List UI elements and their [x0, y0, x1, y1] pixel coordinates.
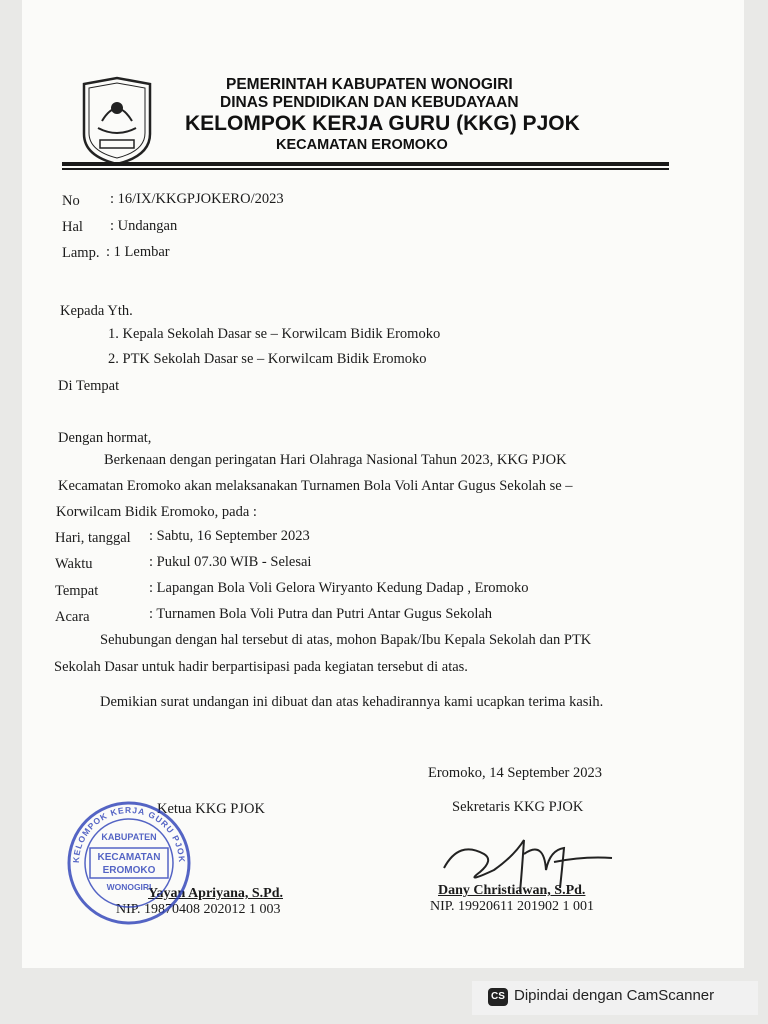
detail-value-date: : Sabtu, 16 September 2023	[149, 528, 310, 544]
header-line-3: KELOMPOK KERJA GURU (KKG) PJOK	[185, 112, 580, 135]
left-signer-title: Ketua KKG PJOK	[157, 801, 265, 817]
paragraph-2-line-1: Sehubungan dengan hal tersebut di atas, mohon Bapak/Ibu Kepala Sekolah dan PTK	[100, 632, 592, 648]
left-signer-name: Yayan Apriyana, S.Pd.	[148, 886, 283, 901]
header-line-2: DINAS PENDIDIKAN DAN KEBUDAYAAN	[220, 94, 519, 111]
detail-label-place: Tempat	[55, 583, 99, 599]
detail-value-place: : Lapangan Bola Voli Gelora Wiryanto Kedung Dadap , Eromoko	[149, 580, 529, 596]
header-line-4: KECAMATAN EROMOKO	[276, 137, 448, 153]
paragraph-1-line-1: Berkenaan dengan peringatan Hari Olahraga Nasional Tahun 2023, KKG PJOK	[104, 452, 567, 468]
lamp-label: Lamp.	[62, 245, 100, 261]
right-signer-title: Sekretaris KKG PJOK	[452, 799, 584, 815]
svg-text:KELOMPOK KERJA GURU PJOK: KELOMPOK KERJA GURU PJOK	[70, 804, 188, 864]
no-label: No	[62, 193, 80, 209]
hal-value: : Undangan	[110, 218, 178, 234]
letterhead-rule-thin	[62, 168, 669, 170]
paragraph-1-line-2: Kecamatan Eromoko akan melaksanakan Turnamen Bola Voli Antar Gugus Sekolah se –	[58, 478, 573, 494]
no-value: : 16/IX/KKGPJOKERO/2023	[110, 191, 284, 207]
svg-text:EROMOKO: EROMOKO	[102, 865, 156, 876]
scanner-watermark-text: Dipindai dengan CamScanner	[514, 987, 715, 1004]
paragraph-2-line-2: Sekolah Dasar untuk hadir berpartisipasi pada kegiatan tersebut di atas.	[54, 659, 468, 675]
detail-label-date: Hari, tanggal	[55, 530, 131, 546]
paragraph-3: Demikian surat undangan ini dibuat dan atas kehadirannya kami ucapkan terima kasih.	[100, 694, 604, 710]
hal-label: Hal	[62, 219, 83, 235]
detail-value-event: : Turnamen Bola Voli Putra dan Putri Antar Gugus Sekolah	[149, 606, 493, 622]
greeting: Dengan hormat,	[58, 430, 152, 446]
right-signer-nip: NIP. 19920611 201902 1 001	[430, 899, 594, 914]
left-signer-nip: NIP. 19870408 202012 1 003	[116, 902, 281, 917]
detail-label-event: Acara	[55, 609, 90, 625]
recipient-to: Kepada Yth.	[60, 303, 133, 319]
detail-label-time: Waktu	[55, 556, 93, 572]
recipient-item-2: 2. PTK Sekolah Dasar se – Korwilcam Bidik Eromoko	[108, 351, 427, 367]
letterhead-rule-thick	[62, 162, 669, 166]
recipient-place: Di Tempat	[58, 378, 120, 394]
right-signer-name: Dany Christiawan, S.Pd.	[438, 883, 586, 898]
header-line-1: PEMERINTAH KABUPATEN WONOGIRI	[226, 76, 513, 93]
svg-text:WONOGIRI: WONOGIRI	[106, 882, 152, 892]
paragraph-1-line-3: Korwilcam Bidik Eromoko, pada :	[56, 504, 257, 520]
recipient-item-1: 1. Kepala Sekolah Dasar se – Korwilcam Bidik Eromoko	[108, 326, 441, 342]
wonogiri-emblem-icon	[80, 76, 154, 166]
signature-date: Eromoko, 14 September 2023	[428, 765, 602, 781]
official-stamp	[64, 798, 194, 928]
lamp-value: : 1 Lembar	[106, 244, 170, 260]
camscanner-icon: CS	[488, 988, 508, 1006]
svg-text:KABUPATEN: KABUPATEN	[101, 832, 157, 842]
svg-text:KECAMATAN: KECAMATAN	[97, 852, 161, 863]
detail-value-time: : Pukul 07.30 WIB - Selesai	[149, 554, 312, 570]
